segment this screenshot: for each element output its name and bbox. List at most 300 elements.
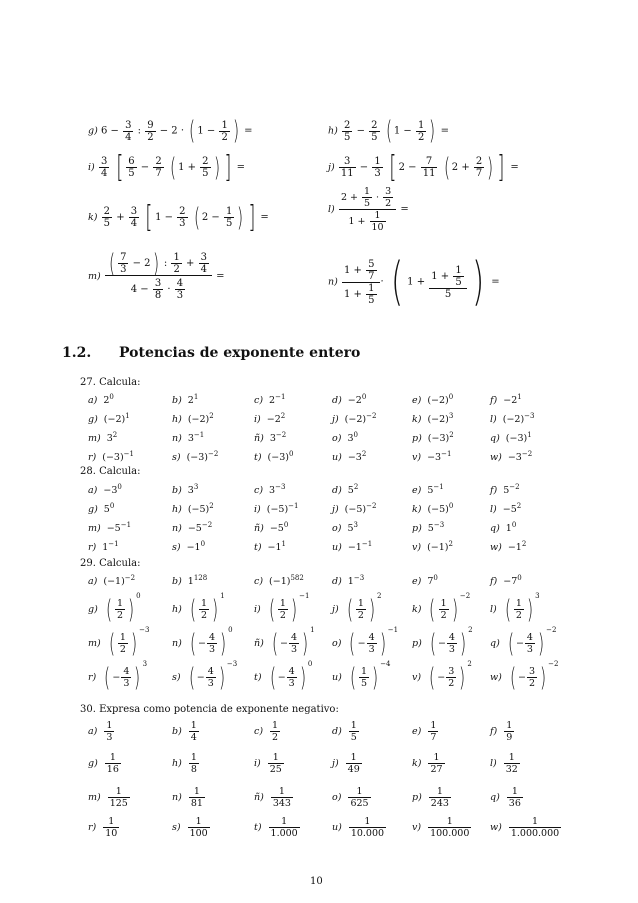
item-label: g)	[88, 604, 98, 615]
power-item	[412, 574, 438, 587]
numerator: 3	[448, 666, 455, 677]
power-item	[254, 502, 299, 515]
fraction-item	[412, 752, 446, 775]
numerator: 1	[281, 816, 288, 827]
power-item	[412, 393, 453, 406]
power-item	[172, 483, 198, 496]
item-label: ñ)	[254, 638, 264, 649]
power-base: (−2)	[103, 414, 126, 426]
item-label: h)	[172, 504, 182, 516]
numerator: 1	[436, 786, 443, 797]
item-label: w)	[490, 452, 502, 464]
numerator: 1	[508, 752, 515, 763]
power-exponent: 0	[511, 521, 517, 529]
power-item	[490, 483, 520, 496]
left-paren: (	[189, 594, 196, 625]
left-paren: (	[268, 594, 275, 625]
item-label: o)	[332, 792, 342, 803]
power-item	[490, 431, 532, 444]
item-label: b)	[172, 485, 182, 497]
item-label: k)	[412, 758, 422, 769]
power-item	[490, 502, 521, 515]
fraction	[527, 666, 537, 689]
item-label: l)	[490, 414, 497, 426]
denominator: 2	[272, 732, 279, 743]
fraction-power-item	[332, 660, 391, 693]
left-paren: (	[105, 594, 112, 625]
power-exponent: −2	[275, 431, 287, 439]
power-item	[88, 502, 114, 515]
fraction	[287, 666, 297, 689]
power-item	[412, 502, 453, 515]
fraction-item	[490, 720, 515, 743]
power-item	[490, 393, 522, 406]
power-item	[254, 483, 285, 496]
power-base: (−2)	[187, 414, 210, 426]
power-base: −2	[347, 395, 362, 407]
power-exponent: 2	[521, 540, 527, 548]
power-exponent: 0	[353, 431, 358, 439]
fraction	[514, 598, 524, 621]
item-label: r)	[88, 822, 97, 833]
denominator: 3	[106, 732, 113, 743]
power-exponent: 3	[535, 592, 540, 600]
fraction	[199, 598, 209, 621]
fraction	[105, 752, 121, 775]
power-exponent: 0	[307, 660, 313, 668]
power-item	[332, 412, 376, 425]
section-heading	[62, 345, 360, 361]
power-base: −1	[267, 542, 282, 554]
denominator: 5	[350, 732, 357, 743]
item-label: t)	[254, 822, 262, 833]
item-label: m)	[88, 638, 101, 649]
item-label: m)	[88, 523, 101, 535]
power-base: −1	[507, 542, 522, 554]
power-exponent: 1	[517, 393, 522, 401]
denominator: 3	[526, 644, 533, 655]
item-label: u)	[332, 822, 342, 833]
power-base: 3	[187, 485, 194, 497]
fraction	[108, 786, 130, 809]
left-paren: (	[349, 628, 356, 659]
numerator: 1	[356, 786, 363, 797]
power-base: 5	[503, 485, 510, 497]
item-label: a)	[88, 726, 98, 737]
item-label: e)	[412, 576, 422, 588]
power-item	[332, 574, 364, 587]
right-paren: )	[460, 628, 467, 659]
right-paren: )	[526, 594, 534, 625]
numerator: 1	[193, 786, 200, 797]
fraction	[103, 816, 119, 839]
power-exponent: −2	[366, 502, 377, 510]
item-label: j)	[332, 414, 339, 426]
fraction	[446, 666, 456, 689]
power-base: (−5)	[344, 504, 367, 516]
denominator: 100.000	[430, 828, 470, 839]
item-label: n)	[172, 433, 182, 445]
fraction	[189, 720, 199, 743]
power-item	[88, 540, 119, 553]
numerator: 4	[123, 666, 130, 677]
left-paren: (	[429, 628, 436, 659]
power-exponent: 0	[283, 521, 289, 529]
item-label: n)	[172, 523, 182, 535]
power-base: 5	[427, 485, 434, 497]
power-base: (−5)	[266, 504, 289, 516]
power-base: 7	[427, 576, 434, 588]
fraction	[271, 786, 293, 809]
power-exponent: 2	[449, 431, 454, 439]
power-exponent: −4	[380, 660, 391, 668]
fraction-item	[172, 752, 200, 775]
left-paren: (	[507, 628, 514, 659]
item-label: i)	[254, 414, 261, 426]
item-label: e)	[412, 485, 422, 497]
power-item	[88, 393, 114, 406]
power-base: 2	[269, 395, 276, 407]
right-paren: )	[128, 594, 135, 625]
left-paren: (	[504, 594, 511, 625]
item-label: b)	[172, 726, 182, 737]
fraction	[348, 786, 370, 809]
numerator: 1	[446, 816, 453, 827]
item-label: f)	[490, 576, 498, 588]
power-exponent: 128	[193, 574, 208, 582]
fraction	[429, 786, 451, 809]
item-label: w)	[490, 672, 502, 683]
item-label: ñ)	[254, 433, 264, 445]
fraction	[428, 816, 471, 839]
denominator: 3	[368, 644, 375, 655]
power-base: (−3)	[102, 452, 124, 464]
power-exponent: −1	[288, 502, 299, 510]
fraction-sign: −	[112, 672, 121, 683]
power-item	[88, 483, 122, 496]
fraction-power-item	[412, 660, 472, 693]
power-base: −5	[106, 523, 121, 535]
numerator: 4	[448, 632, 455, 643]
numerator: 1	[350, 720, 357, 731]
power-exponent: 0	[228, 626, 233, 634]
item-label: p)	[412, 523, 422, 535]
item-label: t)	[254, 452, 262, 464]
left-paren: (	[108, 628, 115, 659]
power-item	[490, 450, 532, 463]
power-exponent: −1	[361, 540, 373, 548]
denominator: 243	[430, 798, 449, 809]
item-label: e)	[412, 726, 422, 737]
fraction	[188, 816, 210, 839]
item-label: g)	[88, 758, 98, 769]
numerator: 1	[360, 666, 368, 677]
item-label: j)	[332, 604, 339, 615]
power-exponent: −1	[299, 592, 310, 600]
power-item	[172, 450, 218, 463]
fraction-power-item	[332, 592, 381, 625]
fraction-sign: −	[279, 638, 288, 649]
exercise-30-header: 30. Expresa como potencia de exponente negativo:	[80, 704, 339, 715]
power-item	[88, 412, 130, 425]
power-item	[332, 483, 358, 496]
numerator: 1	[116, 598, 123, 609]
power-exponent: −3	[353, 574, 365, 582]
denominator: 5	[360, 678, 368, 689]
power-item	[412, 521, 444, 534]
power-base: 5	[347, 485, 354, 497]
section-title: Potencias de exponente entero	[118, 345, 361, 361]
power-item	[490, 540, 526, 553]
right-paren: )	[130, 628, 138, 659]
power-item	[172, 521, 212, 534]
power-base: 2	[187, 395, 194, 407]
denominator: 2	[528, 678, 536, 689]
power-base: (−1)	[103, 576, 125, 588]
item-label: f)	[490, 485, 498, 497]
left-paren: (	[429, 662, 436, 693]
numerator: 1	[350, 752, 357, 763]
denominator: 16	[106, 764, 119, 775]
fraction	[356, 598, 366, 621]
item-label: o)	[332, 523, 342, 535]
exercise-h-top: h) $\frac{2}{5}$ − $\frac{2}{5}$ ( 1 − $\frac{1}{2}$ ) =	[328, 116, 450, 146]
item-label: n)	[172, 638, 182, 649]
power-exponent: −1	[433, 483, 444, 491]
denominator: 2	[357, 610, 364, 621]
denominator: 3	[208, 644, 215, 655]
item-label: q)	[490, 638, 500, 649]
power-base: −5	[502, 504, 517, 516]
item-label: c)	[254, 395, 264, 407]
power-item	[412, 450, 451, 463]
item-label: s)	[172, 452, 181, 464]
power-base: 3	[187, 433, 194, 445]
power-exponent: 2	[280, 412, 286, 420]
numerator: 1	[272, 720, 279, 731]
power-base: 5	[103, 504, 110, 516]
power-base: −3	[427, 452, 442, 464]
fraction	[189, 752, 199, 775]
power-item	[254, 412, 285, 425]
item-label: w)	[490, 822, 502, 833]
power-exponent: −2	[509, 483, 520, 491]
numerator: 4	[290, 632, 297, 643]
denominator: 10	[105, 828, 118, 839]
power-item	[332, 521, 358, 534]
item-label: m)	[88, 792, 101, 803]
fraction-item	[332, 816, 387, 839]
denominator: 2	[279, 610, 286, 621]
power-item	[88, 521, 131, 534]
power-item	[172, 574, 207, 587]
item-label: k)	[412, 414, 422, 426]
right-paren: )	[538, 628, 545, 659]
power-exponent: 0	[448, 393, 454, 401]
power-exponent: 1	[527, 431, 532, 439]
item-label: ñ)	[254, 792, 264, 803]
power-exponent: 0	[109, 393, 114, 401]
fraction-power-item	[88, 626, 149, 659]
item-label: i)	[254, 758, 261, 769]
power-exponent: −1	[441, 450, 452, 458]
fraction-item	[412, 816, 472, 839]
power-exponent: 3	[193, 483, 199, 491]
item-label: e)	[412, 395, 422, 407]
item-label: p)	[412, 638, 422, 649]
exercise-g-top: g) 6 − $\frac{3}{4}$ : $\frac{9}{2}$ − 2 · ( 1 − $\frac{1}{2}$ ) =	[88, 116, 253, 146]
fraction	[278, 598, 288, 621]
item-label: k)	[412, 504, 422, 516]
power-item	[172, 540, 205, 553]
numerator: 1	[106, 720, 113, 731]
denominator: 1.000	[270, 828, 298, 839]
power-item	[490, 412, 535, 425]
exercise-29-header: 29. Calcula:	[80, 558, 141, 569]
power-exponent: −1	[275, 393, 286, 401]
item-label: d)	[332, 726, 342, 737]
left-paren: (	[189, 628, 196, 659]
numerator: 1	[364, 816, 371, 827]
item-label: d)	[332, 395, 342, 407]
numerator: 1	[195, 816, 202, 827]
denominator: 3	[290, 644, 297, 655]
power-base: −5	[269, 523, 284, 535]
power-exponent: −1	[108, 540, 119, 548]
denominator: 3	[207, 678, 214, 689]
power-base: (−1)	[427, 542, 449, 554]
power-base: (−2)	[344, 414, 367, 426]
numerator: 1	[108, 816, 115, 827]
left-paren: (	[349, 662, 356, 693]
power-exponent: −2	[201, 521, 213, 529]
power-exponent: 2	[448, 540, 453, 548]
right-paren: )	[134, 662, 141, 693]
numerator: 1	[115, 786, 122, 797]
item-label: v)	[412, 452, 422, 464]
power-exponent: 2	[467, 660, 472, 668]
power-base: (−3)	[186, 452, 209, 464]
fraction-item	[490, 816, 562, 839]
right-paren: )	[379, 628, 386, 659]
power-exponent: 0	[200, 540, 206, 548]
fraction-item	[254, 752, 285, 775]
fraction	[428, 752, 444, 775]
item-label: l)	[490, 758, 497, 769]
item-label: a)	[88, 576, 98, 588]
power-base: (−2)	[427, 395, 449, 407]
power-base: (−2)	[427, 414, 449, 426]
denominator: 10.000	[350, 828, 385, 839]
fraction-item	[88, 720, 115, 743]
item-label: b)	[172, 576, 182, 588]
power-exponent: 1	[310, 626, 315, 634]
numerator: 1	[440, 598, 447, 609]
power-item	[254, 450, 293, 463]
fraction-sign: −	[357, 638, 366, 649]
item-label: j)	[332, 504, 339, 516]
power-base: (−3)	[427, 433, 450, 445]
power-exponent: −2	[548, 660, 559, 668]
left-paren: (	[188, 662, 195, 693]
fraction	[115, 598, 125, 621]
power-base: −2	[503, 395, 518, 407]
denominator: 2	[448, 678, 455, 689]
fraction	[206, 666, 216, 689]
fraction	[349, 816, 386, 839]
denominator: 2	[200, 610, 208, 621]
power-base: 1	[347, 576, 354, 588]
item-label: v)	[412, 542, 422, 554]
item-label: r)	[88, 452, 97, 464]
exercise-27-header: 27. Calcula:	[80, 377, 141, 388]
item-label: u)	[332, 452, 342, 464]
item-label: a)	[88, 395, 98, 407]
power-exponent: −1	[193, 431, 205, 439]
fraction	[270, 720, 280, 743]
fraction	[289, 632, 299, 655]
item-label: c)	[254, 485, 264, 497]
item-label: w)	[490, 542, 502, 554]
numerator: 1	[430, 720, 437, 731]
page-number: 10	[310, 876, 323, 887]
fraction-item	[88, 752, 122, 775]
numerator: 1	[433, 752, 440, 763]
fraction-power-item	[172, 626, 233, 659]
item-label: t)	[254, 542, 262, 554]
fraction	[504, 752, 520, 775]
numerator: 1	[272, 752, 279, 763]
power-item	[172, 412, 214, 425]
fraction	[121, 666, 131, 689]
right-paren: )	[218, 662, 225, 693]
fraction-sign: −	[437, 672, 446, 683]
power-base: 3	[106, 433, 113, 445]
power-exponent: 2	[516, 502, 522, 510]
denominator: 8	[190, 764, 197, 775]
item-label: p)	[412, 433, 422, 445]
power-exponent: 2	[209, 412, 214, 420]
item-label: c)	[254, 726, 264, 737]
power-exponent: −2	[521, 450, 533, 458]
item-label: ñ)	[254, 523, 264, 535]
power-base: 2	[103, 395, 110, 407]
power-exponent: −2	[208, 450, 219, 458]
power-exponent: 0	[433, 574, 438, 582]
power-exponent: 1	[125, 412, 130, 420]
left-paren: (	[271, 628, 278, 659]
denominator: 2	[440, 610, 447, 621]
numerator: 1	[357, 598, 364, 609]
fraction-item	[412, 720, 439, 743]
power-base: −3	[103, 485, 118, 497]
fraction	[507, 786, 523, 809]
item-label: r)	[88, 542, 97, 554]
fraction-item	[88, 816, 120, 839]
fraction	[428, 720, 438, 743]
right-paren: )	[212, 594, 219, 625]
right-paren: )	[368, 594, 375, 625]
item-label: r)	[88, 672, 97, 683]
fraction-sign: −	[197, 638, 206, 649]
fraction-power-item	[332, 626, 398, 659]
denominator: 25	[269, 764, 282, 775]
numerator: 1	[511, 786, 518, 797]
power-base: 5	[427, 523, 434, 535]
fraction	[359, 666, 369, 689]
fraction-item	[490, 752, 521, 775]
fraction	[439, 598, 449, 621]
